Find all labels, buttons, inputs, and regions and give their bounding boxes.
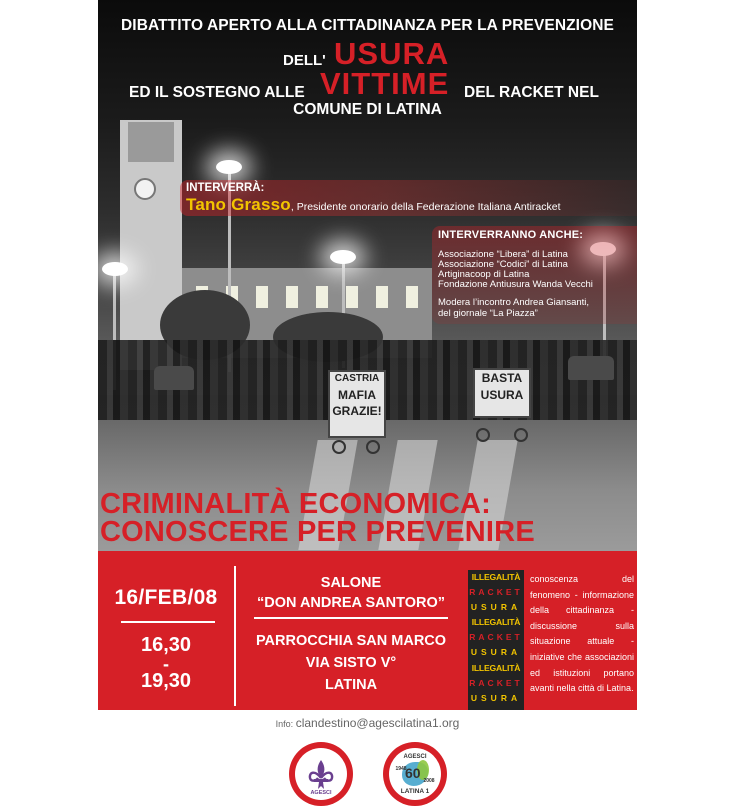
moderator-note [438,298,637,319]
street-lamp-icon [102,262,128,276]
building-window [286,286,298,308]
street-lamp-icon [330,250,356,264]
headline [98,16,637,118]
main-speaker-box [180,180,637,216]
moderator-line: del giornale “La Piazza” [438,307,538,319]
contact-info [98,716,637,730]
logo2-top-text: AGESCI [403,754,427,760]
headline-line-3 [98,66,637,106]
cart-wheel [366,440,380,454]
headline-usura: USURA [334,36,450,71]
contact-email-link[interactable]: clandestino@agescilatina1.org [295,716,460,730]
headline-line-4: COMUNE DI LATINA [293,101,442,118]
event-time-start: 16,30 [140,634,192,656]
venue-line-2: “DON ANDREA SANTORO” [257,595,445,611]
date-underline [121,621,215,623]
logo2-bottom-text: LATINA 1 [400,788,430,795]
keyword-usura: USURA [470,692,522,703]
event-description: conoscenza del fenomeno - informazione della cittadinanza - discussione sulla situazione attuale - iniziative che associazioni ed istituzioni portano avanti nella città di Latina. [530,574,634,694]
headline-dell: DELL' [283,52,326,69]
event-time-end: 19,30 [140,670,192,692]
protest-sign-right: BASTA USURA [473,368,531,418]
contact-label: Info: [275,719,294,729]
speaker-name: Tano Grasso [186,195,291,214]
keyword-illegalita: ILLEGALITÀ [471,662,521,673]
agesci-logo-inner [295,748,347,800]
keyword-illegalita: ILLEGALITÀ [471,617,521,628]
address-line-1: PARROCCHIA SAN MARCO [255,633,447,649]
agesci-logo [289,742,353,806]
moderator-line: Modera l’incontro Andrea Giansanti, [438,297,590,308]
list-item: Associazione “Codici” di Latina [438,259,568,270]
address-line-2: VIA SISTO V° [305,655,397,671]
speaker-role: INTERVERRÀ: [186,182,265,194]
building-window [346,286,358,308]
speaker-description: , Presidente onorario della Federazione Italiana Antiracket [290,201,561,213]
logo2-number: 60 [405,765,421,781]
street-lamp-icon [216,160,242,174]
other-speakers-box [432,226,637,324]
venue-underline [254,617,448,619]
other-speakers-list [438,250,637,290]
headline-ed-il-sostegno: ED IL SOSTEGNO ALLE [129,84,305,101]
building-window [316,286,328,308]
car-silhouette [154,366,194,390]
keyword-racket: RACKET [469,587,523,598]
list-item: Fondazione Antiusura Wanda Vecchi [438,279,593,290]
keyword-usura: USURA [470,647,522,658]
main-title [100,490,637,546]
logo1-text: AGESCI [310,790,332,796]
clock-tower-top [128,122,174,162]
keyword-usura: USURA [470,602,522,613]
venue-line-1: SALONE [320,575,382,591]
building-window [256,286,268,308]
car-silhouette [568,356,614,380]
event-date: 16/FEB/08 [114,586,218,609]
fleur-de-lis-icon [307,758,335,792]
other-speakers-title: INTERVERRANNO ANCHE: [438,229,584,241]
clock-icon [134,178,156,200]
list-item: Associazione “Libera” di Latina [438,249,568,260]
headline-line-1: DIBATTITO APERTO ALLA CITTADINANZA PER LA PREVENZIONE [121,17,614,34]
logo2-year-left: 1948 [395,766,407,772]
latina1-anniversary-logo [383,742,447,806]
logo2-year-right: 2008 [423,778,435,784]
list-item: Artiginacoop di Latina [438,269,530,280]
cart-wheel [476,428,490,442]
keyword-racket: RACKET [469,677,523,688]
keywords-column [468,570,524,710]
cart-wheel [332,440,346,454]
cart-wheel [514,428,528,442]
speaker-line [186,195,637,217]
building-window [376,286,388,308]
building-window [406,286,418,308]
keyword-illegalita: ILLEGALITÀ [471,572,521,582]
protest-sign-left: CASTRIA MAFIA GRAZIE! [328,370,386,438]
keyword-racket: RACKET [469,632,523,643]
event-time-dash: - [163,654,169,674]
latina1-logo-inner [389,748,441,800]
main-title-line-1: CRIMINALITÀ ECONOMICA: [100,488,492,520]
address-line-3: LATINA [324,677,378,693]
headline-del-racket: DEL RACKET NEL [464,84,599,101]
main-title-line-2: CONOSCERE PER PREVENIRE [100,516,535,548]
headline-vittime: VITTIME [320,66,450,101]
